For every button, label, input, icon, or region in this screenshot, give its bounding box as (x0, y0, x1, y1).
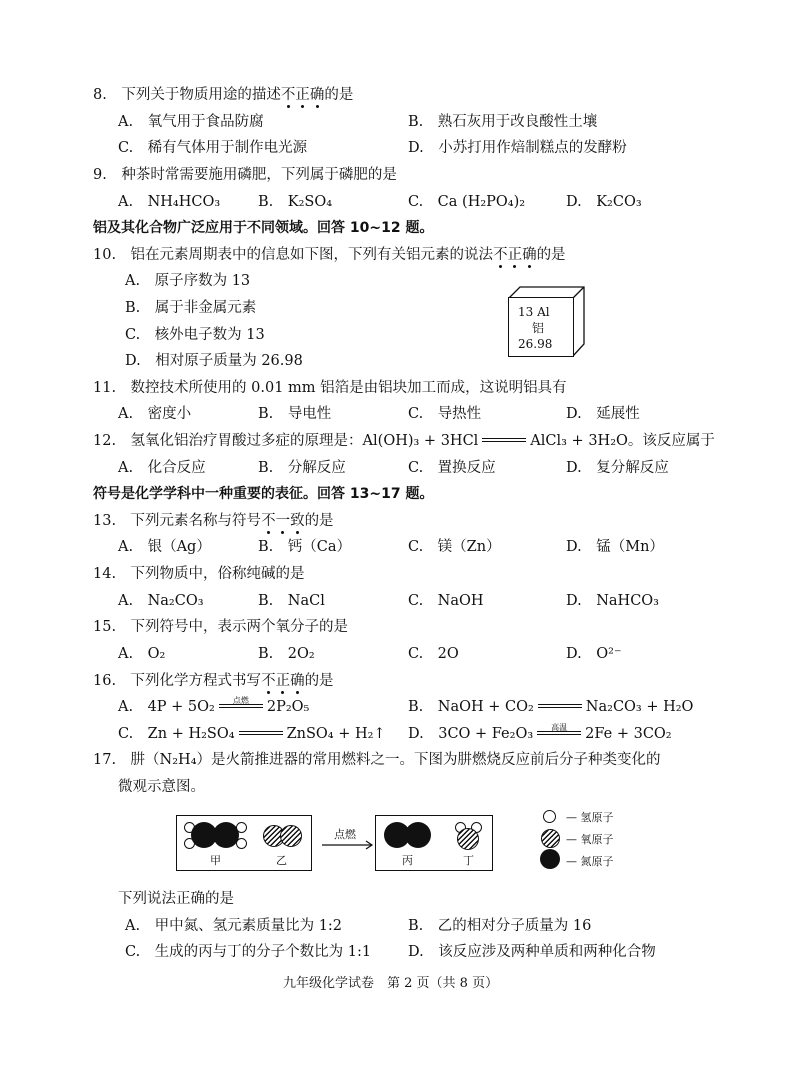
hydrogen-atom (236, 838, 247, 849)
q10-option-b: B. 属于非金属元素 (125, 300, 257, 316)
q17-option-b: B. 乙的相对分子质量为 16 (408, 918, 592, 934)
reaction-arrow (322, 840, 374, 850)
q8-option-c: C. 稀有气体用于制作电光源 (118, 140, 308, 156)
q11-option-a: A. 密度小 (118, 406, 192, 422)
q16-option-b: B. NaOH + CO₂ Na₂CO₃ + H₂O (408, 699, 694, 715)
hydrogen-atom (236, 822, 247, 833)
q12-option-d: D. 复分解反应 (566, 460, 669, 476)
label-yi: 乙 (276, 854, 287, 867)
q13-option-d: D. 锰（Mn） (566, 539, 664, 555)
q15-option-d: D. O²⁻ (566, 646, 622, 662)
equation-arrow: 点燃 (219, 702, 263, 712)
q13-option-a: A. 银（Ag） (118, 539, 211, 555)
q12-option-c: C. 置换反应 (408, 460, 496, 476)
q13-emph: 不一致 (261, 513, 305, 529)
q15-stem: 15. 下列符号中，表示两个氧分子的是 (93, 619, 349, 635)
q9-option-c: C. Ca (H₂PO₄)₂ (408, 194, 526, 210)
q14-option-c: C. NaOH (408, 593, 484, 609)
legend-nitrogen-icon (540, 849, 560, 869)
q10-option-a: A. 原子序数为 13 (125, 273, 251, 289)
q9-stem: 9. 种茶时常需要施用磷肥，下列属于磷肥的是 (93, 167, 397, 183)
label-ding: 丁 (463, 854, 474, 867)
q17-stem-line2: 微观示意图。 (118, 779, 205, 795)
q8-stem: 8. 下列关于物质用途的描述不正确的是 (93, 87, 354, 103)
q10-stem: 10. 铝在元素周期表中的信息如下图，下列有关铝元素的说法不正确的是 (93, 247, 566, 263)
q15-option-b: B. 2O₂ (258, 646, 315, 662)
equation-arrow (538, 702, 582, 712)
q9-option-d: D. K₂CO₃ (566, 194, 642, 210)
element-mass: 26.98 (518, 337, 553, 351)
q13-option-c: C. 镁（Zn） (408, 539, 501, 555)
equation-arrow (239, 729, 283, 739)
reaction-condition: 点燃 (334, 828, 356, 841)
oxygen-atom (280, 825, 302, 847)
q17-option-d: D. 该反应涉及两种单质和两种化合物 (408, 944, 656, 960)
legend-hydrogen: — 氢原子 (566, 811, 614, 824)
equation-arrow: 高温 (537, 729, 581, 739)
q10-emph: 不正确 (493, 247, 537, 263)
legend-hydrogen-icon (543, 810, 556, 823)
q12-stem: 12. 氢氧化铝治疗胃酸过多症的原理是：Al(OH)₃ + 3HCl AlCl₃ + 3H₂O。该反应属于 (93, 433, 715, 449)
q16-option-c: C. Zn + H₂SO₄ ZnSO₄ + H₂↑ (118, 726, 386, 742)
q9-option-b: B. K₂SO₄ (258, 194, 333, 210)
legend-nitrogen: — 氮原子 (566, 855, 614, 868)
q16-option-a: A. 4P + 5O₂ 点燃 2P₂O₅ (118, 696, 310, 715)
q17-ask: 下列说法正确的是 (118, 891, 234, 907)
q16-option-d: D. 3CO + Fe₂O₃ 高温 2Fe + 3CO₂ (408, 723, 672, 742)
q12-option-a: A. 化合反应 (118, 460, 206, 476)
equation-arrow (482, 436, 526, 446)
q11-stem: 11. 数控技术所使用的 0.01 mm 铝箔是由铝块加工而成，这说明铝具有 (93, 380, 567, 396)
element-number-symbol: 13 Al (518, 305, 550, 319)
legend-oxygen-icon (541, 829, 560, 848)
q15-option-a: A. O₂ (118, 646, 166, 662)
q9-option-a: A. NH₄HCO₃ (118, 194, 221, 210)
nitrogen-atom (405, 822, 431, 848)
q10-option-d: D. 相对原子质量为 26.98 (125, 353, 303, 369)
q11-option-d: D. 延展性 (566, 406, 640, 422)
q13-option-b: B. 钙（Ca） (258, 539, 352, 555)
element-name: 铝 (532, 321, 545, 335)
q17-option-a: A. 甲中氮、氢元素质量比为 1:2 (125, 918, 343, 934)
q14-option-b: B. NaCl (258, 593, 325, 609)
q11-option-c: C. 导热性 (408, 406, 482, 422)
q8-emph: 不正确 (280, 87, 325, 103)
q16-emph: 不正确 (261, 673, 305, 689)
q16-stem: 16. 下列化学方程式书写不正确的是 (93, 673, 334, 689)
q10-option-c: C. 核外电子数为 13 (125, 327, 265, 343)
q8-option-a: A. 氧气用于食品防腐 (118, 114, 264, 130)
q14-option-a: A. Na₂CO₃ (118, 593, 204, 609)
q8-option-b: B. 熟石灰用于改良酸性土壤 (408, 114, 598, 130)
q17-stem-line1: 17. 肼（N₂H₄）是火箭推进器的常用燃料之一。下图为肼燃烧反应前后分子种类变化的 (93, 752, 661, 768)
label-bing: 丙 (402, 854, 413, 867)
page-footer: 九年级化学试卷 第 2 页（共 8 页） (283, 976, 499, 991)
legend-oxygen: — 氧原子 (566, 833, 614, 846)
q8-option-d: D. 小苏打用作焙制糕点的发酵粉 (408, 140, 627, 156)
oxygen-atom (457, 828, 479, 850)
q17-option-c: C. 生成的丙与丁的分子个数比为 1:1 (125, 944, 372, 960)
q11-option-b: B. 导电性 (258, 406, 332, 422)
label-jia: 甲 (210, 854, 221, 867)
q13-stem: 13. 下列元素名称与符号不一致的是 (93, 513, 334, 529)
q15-option-c: C. 2O (408, 646, 459, 662)
q12-option-b: B. 分解反应 (258, 460, 346, 476)
section-intro-13-17: 符号是化学学科中一种重要的表征。回答 13~17 题。 (93, 486, 434, 502)
q14-stem: 14. 下列物质中，俗称纯碱的是 (93, 566, 305, 582)
q14-option-d: D. NaHCO₃ (566, 593, 659, 609)
section-intro-10-12: 铝及其化合物广泛应用于不同领域。回答 10~12 题。 (93, 220, 434, 236)
